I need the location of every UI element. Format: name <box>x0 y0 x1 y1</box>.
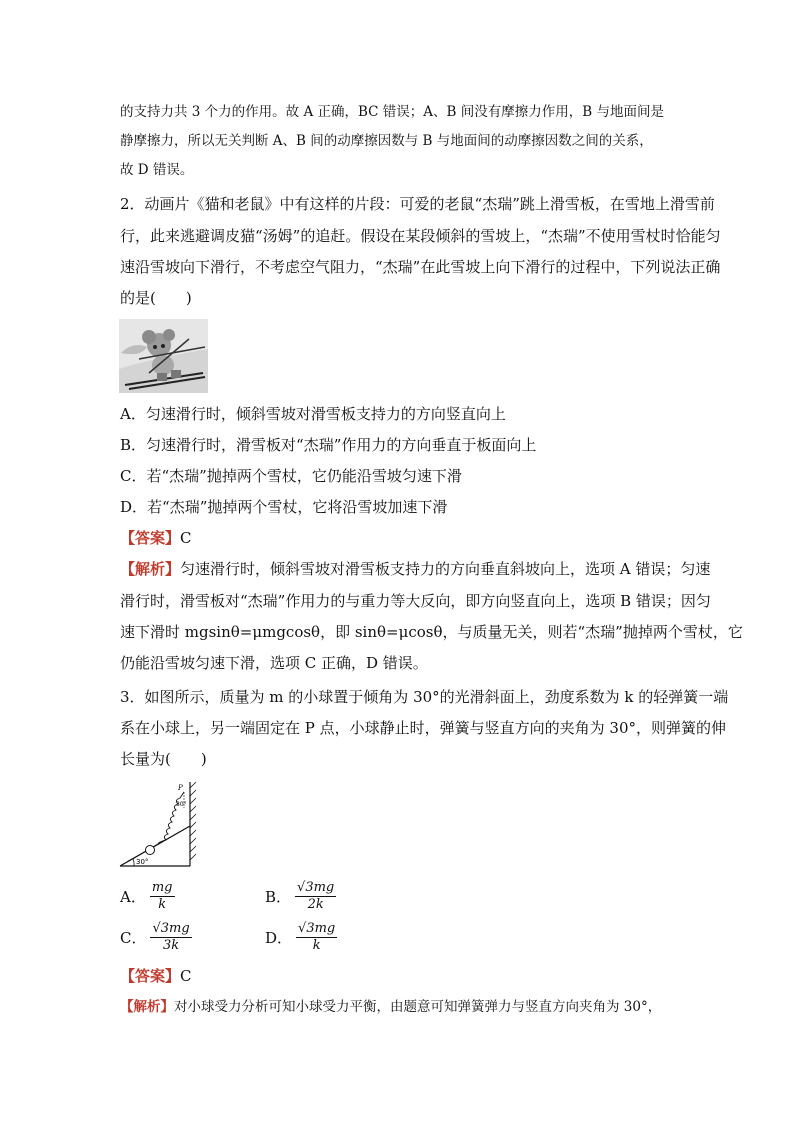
fraction-denominator: 2k <box>307 897 324 912</box>
option-b: B． $\frac{√3mg}{2k}$ <box>265 880 335 912</box>
point-p-label: P <box>178 784 183 792</box>
answer-line <box>120 528 680 548</box>
answer-line <box>120 966 680 986</box>
bottom-angle-label: 30° <box>136 858 149 866</box>
explanation-line: 静摩擦力，所以无关判断 A、B 间的动摩擦因数与 B 与地面间的动摩擦因数之间的关系， <box>120 133 653 149</box>
fraction-numerator: √3mg <box>298 921 336 936</box>
explanation-line: 故 D 错误。 <box>120 162 194 178</box>
option-d: D． $\frac{√3mg}{k}$ <box>265 921 336 953</box>
answer-value: C <box>180 529 192 547</box>
question-2-text: 2．动画片《猫和老鼠》中有这样的片段：可爱的老鼠“杰瑞”跳上滑雪板，在雪地上滑雪前 <box>120 195 715 213</box>
analysis-text: 对小球受力分析可知小球受力平衡，由题意可知弹簧弹力与竖直方向夹角为 30°， <box>174 999 662 1015</box>
analysis-label: 【解析】 <box>120 999 174 1015</box>
analysis-line: 滑行时，滑雪板对“杰瑞”作用力的与重力等大反向，即方向竖直向上，选项 B 错误；因匀 <box>120 592 711 610</box>
analysis-label: 【解析】 <box>120 560 181 578</box>
fraction-denominator: k <box>158 897 167 912</box>
fraction-denominator: k <box>312 938 321 953</box>
question-3-text: 系在小球上，另一端固定在 P 点，小球静止时，弹簧与竖直方向的夹角为 30°，则弹簧的伸 <box>120 719 726 737</box>
small-ball <box>146 846 155 855</box>
analysis-line: 仍能沿雪坡匀速下滑，选项 C 正确，D 错误。 <box>120 654 428 672</box>
top-angle-label: 30° <box>176 801 187 808</box>
incline-spring-diagram <box>118 778 202 870</box>
question-2-text: 速沿雪坡向下滑行，不考虑空气阻力，“杰瑞”在此雪坡上向下滑行的过程中，下列说法正确 <box>120 258 721 276</box>
fraction-denominator: 3k <box>163 938 180 953</box>
analysis-line <box>120 997 680 1017</box>
answer-label: 【答案】 <box>120 529 181 547</box>
question-2-text: 行，此来逃避调皮猫“汤姆”的追赶。假设在某段倾斜的雪坡上，“杰瑞”不使用雪杖时恰能匀 <box>120 227 721 245</box>
analysis-text: 匀速滑行时，倾斜雪坡对滑雪板支持力的方向垂直斜坡向上，选项 A 错误；匀速 <box>180 560 711 578</box>
option-c: C．若“杰瑞”抛掉两个雪杖，它仍能沿雪坡匀速下滑 <box>120 467 462 485</box>
explanation-line: 的支持力共 3 个力的作用。故 A 正确，BC 错误；A、B 间没有摩擦力作用，B 与地面间是 <box>120 104 664 120</box>
option-c: C． $\frac{√3mg}{3k}$ <box>120 921 190 953</box>
analysis-line <box>120 559 711 579</box>
question-3-text: 长量为( ) <box>120 750 207 768</box>
option-a: A． $\frac{mg}{k}$ <box>120 880 173 912</box>
answer-label: 【答案】 <box>120 967 181 985</box>
question-2-text: 的是( ) <box>120 289 192 307</box>
question-3-text: 3．如图所示，质量为 m 的小球置于倾角为 30°的光滑斜面上，劲度系数为 k 的轻弹簧一端 <box>120 688 729 706</box>
analysis-line: 速下滑时 mgsinθ=μmgcosθ，即 sinθ=μcosθ，与质量无关，则若“杰瑞”抛掉两个雪杖，它 <box>120 623 743 641</box>
fraction-numerator: mg <box>151 880 173 895</box>
option-b: B．匀速滑行时，滑雪板对“杰瑞”作用力的方向垂直于板面向上 <box>120 436 537 454</box>
option-a: A．匀速滑行时，倾斜雪坡对滑雪板支持力的方向竖直向上 <box>120 405 506 423</box>
jerry-skiing-illustration <box>119 319 208 393</box>
answer-value: C <box>180 967 192 985</box>
option-d: D．若“杰瑞”抛掉两个雪杖，它将沿雪坡加速下滑 <box>120 498 448 516</box>
fraction-numerator: √3mg <box>152 921 190 936</box>
fraction-numerator: √3mg <box>297 880 335 895</box>
